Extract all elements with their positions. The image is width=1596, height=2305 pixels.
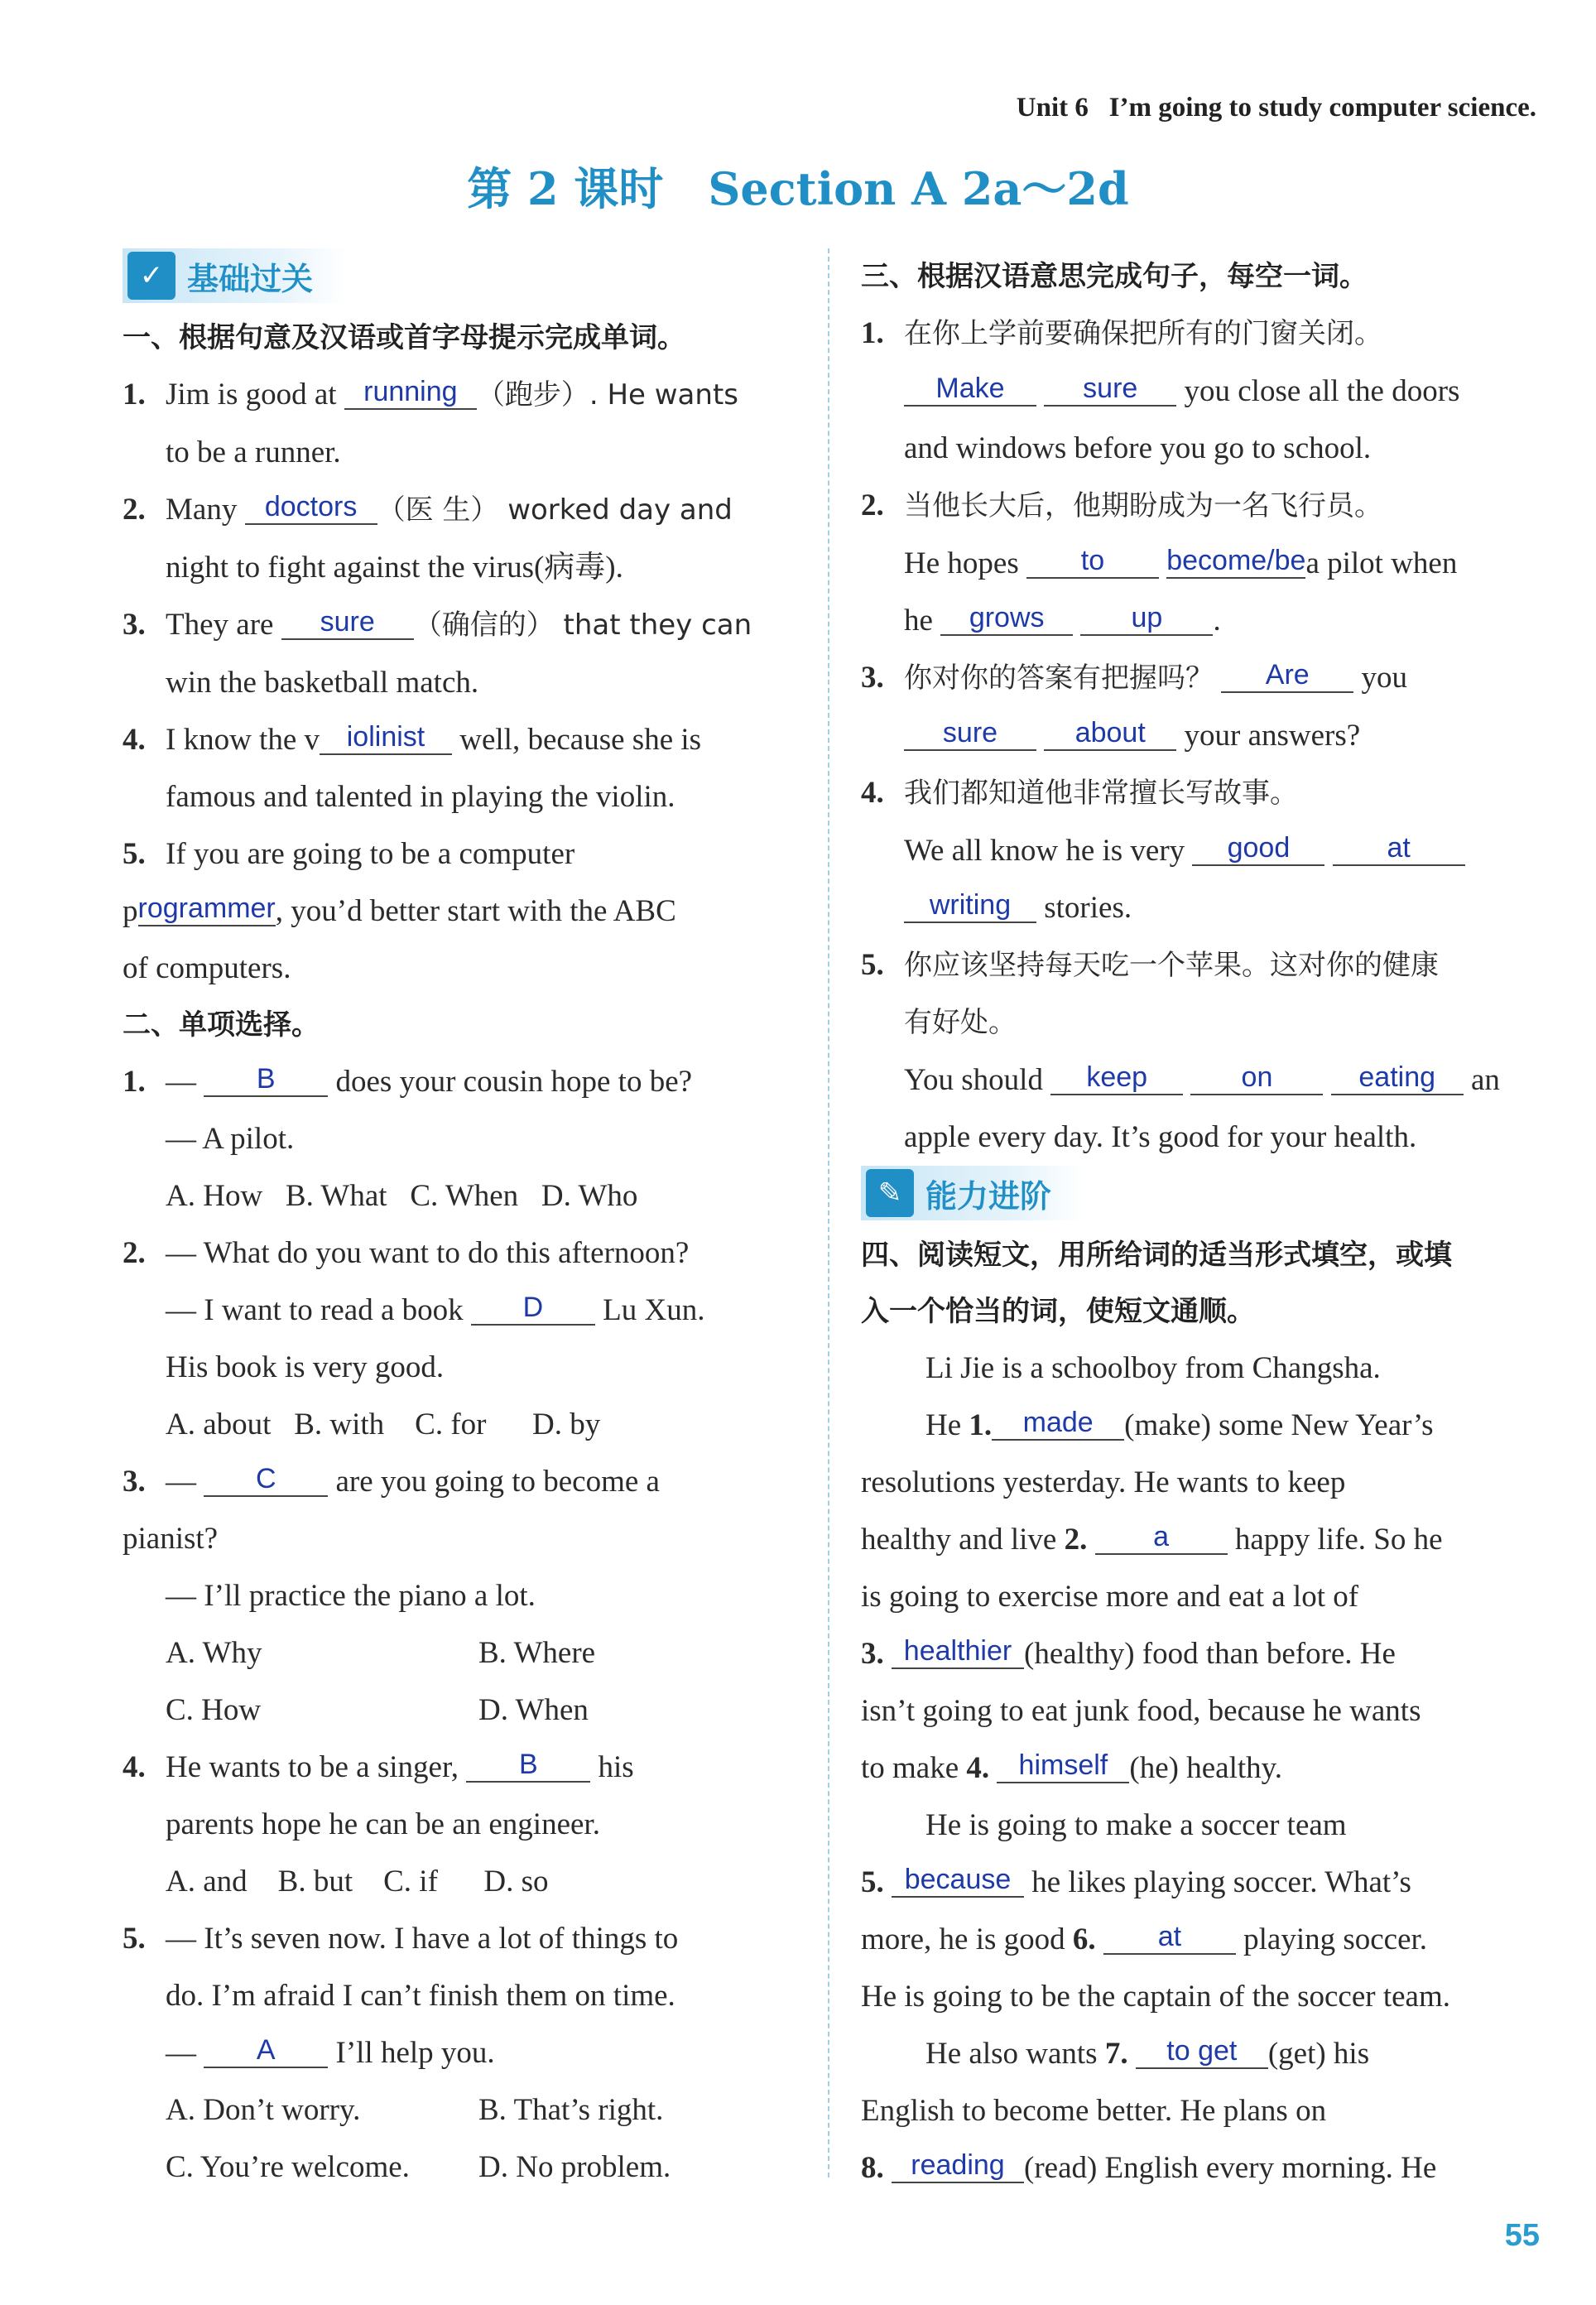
question-3-2: 2. 当他长大后，他期盼成为一名飞行员。: [861, 488, 1382, 522]
answer-blank: become/be: [1166, 544, 1305, 579]
question-3-1: 1. 在你上学前要确保把所有的门窗关闭。: [861, 316, 1382, 350]
lesson-title: 第 2 课时 Section A 2a～2d: [467, 162, 1129, 215]
passage-line: 8. reading (read) English every morning. He: [861, 2149, 1437, 2185]
pencil-icon: ✎: [866, 1169, 914, 1217]
options-2-3b: C. How D. When: [166, 1693, 589, 1727]
answer-blank: made: [992, 1406, 1124, 1441]
left-column: ✓ 基础过关 一、根据句意及汉语或首字母提示完成单词。 1. Jim is good at running （跑步）. He wants to be a runner. 2. Many doctors （医 生） worked day and night to fight against the virus(病毒). 3. They are sure （确信的） that they can win the basketball match. 4. I know the v iolinist well, because she is famous and talented in playing the violin. 5. If you are going to be a computer programmer, you’d better start with the ABC of computers. 二、单项选择。 1. — B does your cousin hope to be? — A pilot. A. How B. What C. When D. Who 2. — What do you want to do this afternoon? — I want to read a book D Lu Xun. His book is very good. A. about B. with C. for D. by 3. — C are you going to become a pianist? — I’ll practice the piano a lot. A. Why B. Where C. How D. When 4. He wants to be a singer, B his parents hope he can be an engineer. A. and B. but C. if D. so 5. — It’s seven now. I have a lot of things to do. I’m afraid I can’t finish them on time. — A I’ll help you. A. Don’t worry. B. That’s right. C. You’re welcome. D. No problem.: [123, 248, 810, 2196]
answer-blank: to get: [1136, 2034, 1268, 2069]
answer-blank: a: [1095, 1520, 1228, 1555]
passage-line: He also wants 7. to get (get) his: [925, 2035, 1370, 2071]
passage-line: isn’t going to eat junk food, because he wants: [861, 1694, 1421, 1728]
passage-line: resolutions yesterday. He wants to keep: [861, 1465, 1346, 1499]
passage-line: healthy and live 2. a happy life. So he: [861, 1521, 1443, 1557]
options-2-3a: A. Why B. Where: [166, 1636, 596, 1670]
answer-blank: D: [471, 1291, 595, 1326]
answer-blank: on: [1190, 1061, 1323, 1095]
answer-blank: B: [204, 1062, 328, 1097]
right-column: 三、根据汉语意思完成句子，每空一词。 1. 在你上学前要确保把所有的门窗关闭。 Make sure you close all the doors and windows before you go to school. 2. 当他长大后，他期盼成为一名飞行员。 He hopes to become/bea pilot when he grows up . 3. 你对你的答案有把握吗？ Are you sure about your answers? 4. 我们都知道他非常擅长写故事。 We all know he is very good at writing stories. 5. 你应该坚持每天吃一个苹果。这对你的健康 有好处。 You should keep on eating an apple every day. It’s good for your health. ✎ 能力进阶 四、阅读短文，用所给词的适当形式填空，或填 入一个恰当的词，使短文通顺。 Li Jie is a schoolboy from Changsha. He 1. made (make) some New Year’s resolutions yesterday. He wants to keep healthy and live 2. a happy life. So he is going to exercise more and eat a lot of 3. healthier (healthy) food than before. He isn’t going to eat junk food, because he wants to make 4. himself (he) healthy. He is going to make a soccer team 5. because he likes playing soccer. What’s more, he is good 6. at playing soccer. He is going to be the captain of the soccer team. He also wants 7. to get (get) his English to become better. He plans on 8. reading (read) English every morning. He: [861, 248, 1556, 2197]
options-2-2: A. about B. with C. for D. by: [166, 1408, 601, 1441]
question-2-4: 4. He wants to be a singer, B his: [123, 1749, 634, 1784]
answer-blank: grows: [940, 601, 1073, 636]
question-2-3: 3. — C are you going to become a: [123, 1463, 660, 1499]
answer-blank: at: [1333, 831, 1465, 866]
answer-blank: to: [1026, 544, 1159, 579]
answer-blank: C: [204, 1462, 328, 1497]
passage-line: He is going to be the captain of the soccer team.: [861, 1980, 1450, 2014]
basic-banner: ✓ 基础过关: [123, 248, 346, 303]
question-1-5: 5. If you are going to be a computer: [123, 837, 575, 871]
passage-line: more, he is good 6. at playing soccer.: [861, 1921, 1428, 1956]
answer-blank: A: [204, 2033, 328, 2068]
advanced-banner: ✎ 能力进阶: [861, 1166, 1084, 1220]
passage-line: to make 4. himself (he) healthy.: [861, 1749, 1282, 1785]
options-2-5b: C. You’re welcome. D. No problem.: [166, 2150, 671, 2184]
answer-blank: Are: [1221, 658, 1353, 693]
section-3-heading: 三、根据汉语意思完成句子，每空一词。: [861, 260, 1368, 293]
options-2-4: A. and B. but C. if D. so: [166, 1865, 549, 1898]
answer-blank: healthier: [892, 1634, 1024, 1669]
answer-blank: reading: [892, 2149, 1024, 2183]
passage-line: 5. because he likes playing soccer. What’s: [861, 1864, 1411, 1899]
question-1-4: 4. I know the v iolinist well, because she is: [123, 721, 702, 757]
question-1-2: 2. Many doctors （医 生） worked day and: [123, 491, 733, 527]
question-3-5: 5. 你应该坚持每天吃一个苹果。这对你的健康: [861, 948, 1439, 982]
section-1-heading: 一、根据句意及汉语或首字母提示完成单词。: [123, 321, 685, 354]
question-1-1: 1. Jim is good at running （跑步）. He wants: [123, 376, 738, 411]
section-2-heading: 二、单项选择。: [123, 1008, 320, 1042]
answer-blank: sure: [281, 605, 414, 640]
question-3-4: 4. 我们都知道他非常擅长写故事。: [861, 776, 1298, 810]
passage-line: He is going to make a soccer team: [925, 1808, 1347, 1842]
question-3-3: 3. 你对你的答案有把握吗？ Are you: [861, 659, 1407, 695]
answer-blank: B: [466, 1748, 590, 1783]
passage-line: English to become better. He plans on: [861, 2094, 1327, 2128]
answer-blank: because: [892, 1863, 1024, 1898]
page-number: 55: [1504, 2218, 1540, 2253]
running-header: [1017, 93, 1536, 123]
question-2-2: 2. — What do you want to do this afternoon?: [123, 1236, 690, 1270]
answer-blank: good: [1192, 831, 1324, 866]
answer-blank: sure: [904, 716, 1036, 751]
question-2-1: 1. — B does your cousin hope to be?: [123, 1063, 693, 1099]
passage-line: 3. healthier (healthy) food than before. He: [861, 1635, 1396, 1671]
answer-blank: up: [1080, 601, 1213, 636]
passage-line: He 1. made (make) some New Year’s: [925, 1407, 1434, 1442]
section-4-heading-2: 入一个恰当的词，使短文通顺。: [861, 1295, 1255, 1328]
answer-blank: iolinist: [320, 720, 452, 755]
answer-blank: rogrammer: [138, 892, 276, 926]
options-2-1: A. How B. What C. When D. Who: [166, 1179, 638, 1213]
question-2-5: 5. — It’s seven now. I have a lot of things to: [123, 1922, 679, 1956]
unit-label: Unit 6: [1016, 93, 1089, 123]
checkbox-icon: ✓: [127, 252, 175, 300]
answer-blank: about: [1044, 716, 1176, 751]
question-1-3: 3. They are sure （确信的） that they can: [123, 606, 752, 642]
answer-blank: doctors: [245, 490, 377, 525]
answer-blank: himself: [997, 1749, 1129, 1783]
answer-blank: eating: [1331, 1061, 1464, 1095]
passage-line: is going to exercise more and eat a lot of: [861, 1580, 1359, 1614]
answer-blank: writing: [904, 888, 1036, 923]
section-4-heading-1: 四、阅读短文，用所给词的适当形式填空，或填: [861, 1239, 1452, 1272]
options-2-5a: A. Don’t worry. B. That’s right.: [166, 2093, 664, 2127]
answer-blank: keep: [1050, 1061, 1183, 1095]
answer-blank: at: [1103, 1920, 1236, 1955]
column-divider: [828, 248, 829, 2177]
answer-blank: sure: [1044, 372, 1176, 407]
answer-blank: running: [344, 375, 477, 410]
passage-line: Li Jie is a schoolboy from Changsha.: [925, 1351, 1381, 1385]
answer-blank: Make: [904, 372, 1036, 407]
unit-title: I’m going to study computer science.: [1108, 93, 1536, 123]
